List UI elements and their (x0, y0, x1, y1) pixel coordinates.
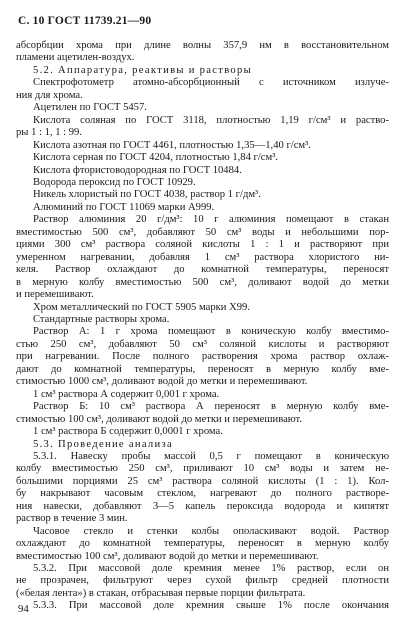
text-line: ния навески, добавляют 3—5 капель пероксида водорода и кипятят (16, 500, 389, 512)
body-text (16, 40, 389, 613)
text-line: стимостью 100 см³, доливают водой до метки и перемешивают. (16, 413, 303, 425)
text-line: Раствор алюминия 20 г/дм³: 10 г алюминия помещают в стакан (33, 214, 389, 226)
text-line: ния для хрома. (16, 89, 83, 101)
text-line: 1 см³ раствора Б содержит 0,0001 г хрома. (33, 426, 223, 438)
text-line: вместимостью 500 см³, добавляют 50 см³ воды и небольшими пор- (16, 226, 389, 238)
text-line: 5.3. Проведение анализа (33, 438, 173, 450)
text-line: Водорода пероксид по ГОСТ 10929. (33, 176, 196, 188)
text-line: Никель хлористый по ГОСТ 4038, раствор 1 г/дм³. (33, 189, 261, 201)
text-line: Алюминий по ГОСТ 11069 марки А999. (33, 201, 215, 213)
text-line: при нагревании. После полного растворения хрома раствор охлаж- (16, 351, 389, 363)
text-line: стимостью 1000 см³, доливают водой до метки и перемешивают. (16, 376, 308, 388)
text-line: Кислота фтористоводородная по ГОСТ 10484. (33, 164, 242, 176)
text-line: 5.3.2. При массовой доле кремния менее 1% раствор, если он (33, 563, 389, 575)
text-line: охлаждают до комнатной температуры, переносят в мерную колбу (16, 538, 389, 550)
text-line: вместимостью 100 см³, доливают водой до метки и перемешивают. (16, 550, 319, 562)
text-line: Кислота соляная по ГОСТ 3118, плотностью 1,19 г/см³ и раство- (33, 114, 389, 126)
text-line: стью 250 см³, добавляют 50 см³ соляной кислоты и растворяют (16, 338, 389, 350)
text-line: Спектрофотометр атомно-абсорбционный с источником излуче- (33, 77, 389, 89)
page-header: С. 10 ГОСТ 11739.21—90 (18, 15, 152, 27)
page-number: 94 (18, 603, 29, 615)
text-line: колбу вместимостью 250 см³, приливают 10 см³ воды и затем не- (16, 463, 389, 475)
text-line: бу накрывают часовым стеклом, нагревают до полного растворе- (16, 488, 389, 500)
text-line: Хром металлический по ГОСТ 5905 марки Х99. (33, 301, 250, 313)
text-line: не прозрачен, фильтруют через сухой фильтр средней плотности (16, 575, 389, 587)
text-line: дают до комнатной температуры, переносят в мерную колбу вме- (16, 363, 389, 375)
text-line: большими порциями 25 см³ раствора соляной кислоты (1 : 1). Кол- (16, 475, 389, 487)
text-line: 1 см³ раствора А содержит 0,001 г хрома. (33, 388, 220, 400)
text-line: Раствор А: 1 г хрома помещают в коническую колбу вместимо- (33, 326, 389, 338)
text-line: абсорбции хрома при длине волны 357,9 нм в восстановительном (16, 40, 389, 51)
text-line: и перемешивают. (16, 289, 94, 301)
text-line: келя. Раствор охлаждают до комнатной температуры, переносят (16, 264, 389, 276)
text-line: Часовое стекло и стенки колбы ополаскивают водой. Раствор (33, 525, 389, 537)
text-line: Кислота серная по ГОСТ 4204, плотностью 1,84 г/см³. (33, 152, 279, 164)
text-line: 5.2. Аппаратура, реактивы и растворы (33, 64, 253, 76)
text-line: раствор в течение 3 мин. (16, 513, 128, 525)
text-line: ры 1 : 1, 1 : 99. (16, 127, 82, 139)
text-line: пламени ацетилен-воздух. (16, 52, 135, 64)
text-line: («белая лента») в стакан, отбрасывая первые порции фильтрата. (16, 587, 306, 599)
text-line: 5.3.1. Навеску пробы массой 0,5 г помещают в коническую (33, 450, 389, 462)
text-line: Стандартные растворы хрома. (33, 313, 170, 325)
text-line: циями 300 см³ раствора соляной кислоты 1 : 1 и растворяют при (16, 239, 389, 251)
text-line: умеренном нагревании, добавляя 1 см³ раствора хлористого ни- (16, 251, 389, 263)
text-line: Кислота азотная по ГОСТ 4461, плотностью 1,35—1,40 г/см³. (33, 139, 311, 151)
text-line: 5.3.3. При массовой доле кремния свыше 1% после окончания (33, 600, 389, 612)
text-line: Ацетилен по ГОСТ 5457. (33, 102, 147, 114)
text-line: Раствор Б: 10 см³ раствора А переносят в мерную колбу вме- (33, 401, 389, 413)
text-line: в мерную колбу вместимостью 500 см³, доливают водой до метки (16, 276, 389, 288)
